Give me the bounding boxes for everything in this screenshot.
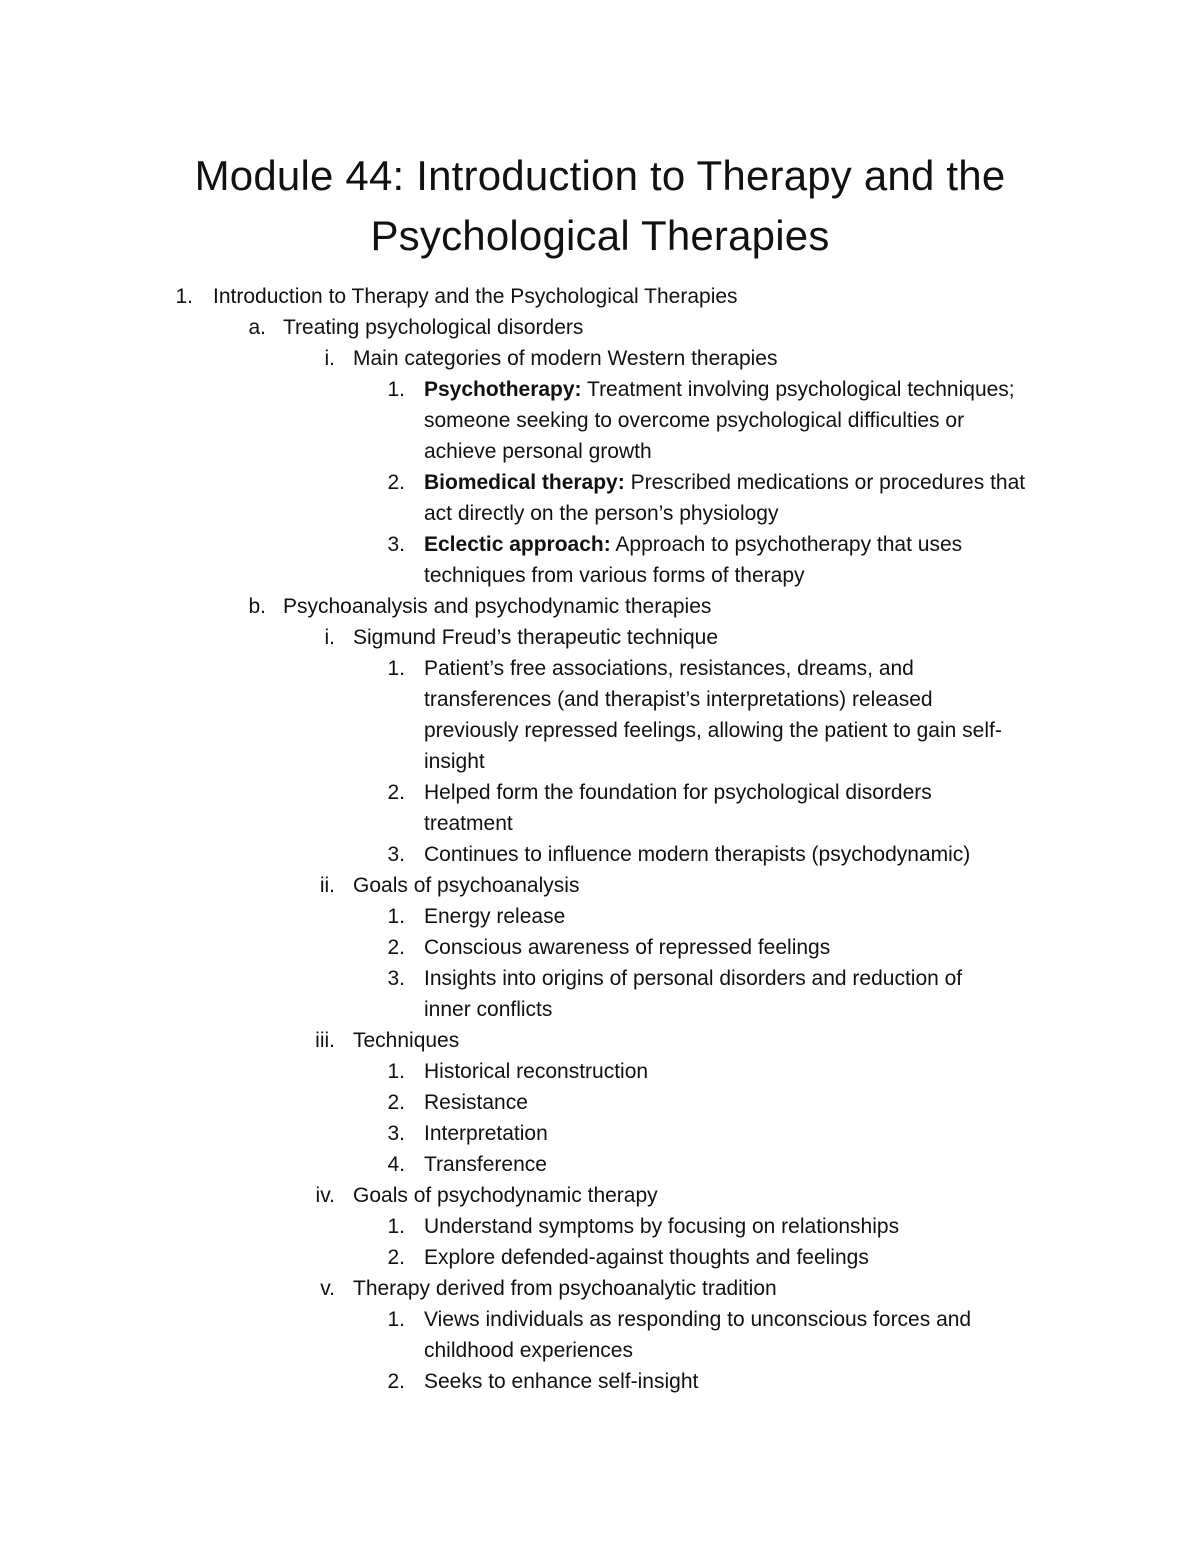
list-marker: 3. — [387, 1122, 405, 1145]
list-marker: 1. — [387, 1308, 405, 1331]
list-marker: 1. — [387, 905, 405, 928]
list-marker: 2. — [387, 471, 405, 494]
list-marker: i. — [324, 626, 335, 649]
list-marker: 2. — [387, 1091, 405, 1114]
definition-line: achieve personal growth — [424, 440, 652, 463]
list-marker: 2. — [387, 781, 405, 804]
list-item-line: Patient’s free associations, resistances, dreams, and — [424, 657, 914, 680]
list-item-text: Energy release — [424, 905, 566, 928]
definition-line — [424, 467, 1025, 498]
definition-line — [424, 374, 1015, 405]
list-marker: a. — [248, 316, 266, 339]
list-marker: 1. — [175, 285, 193, 308]
list-marker: i. — [324, 347, 335, 370]
list-item-text: Transference — [424, 1153, 547, 1176]
list-marker: iv. — [315, 1184, 335, 1207]
definition-line: act directly on the person’s physiology — [424, 502, 779, 525]
definition-text: Prescribed medications or procedures that — [624, 471, 1026, 494]
definition-text: Treatment involving psychological techniques; — [581, 378, 1015, 401]
list-marker: 2. — [387, 1246, 405, 1269]
list-item-text: Resistance — [424, 1091, 528, 1114]
list-item-text: Understand symptoms by focusing on relationships — [424, 1215, 900, 1238]
list-item-text: Goals of psychodynamic therapy — [353, 1184, 658, 1207]
definition-line — [424, 529, 962, 560]
list-item-line: Views individuals as responding to unconscious forces and — [424, 1308, 972, 1331]
list-marker: 3. — [387, 843, 405, 866]
list-item-text: Introduction to Therapy and the Psychological Therapies — [213, 285, 738, 308]
list-item-text: Sigmund Freud’s therapeutic technique — [353, 626, 719, 649]
list-item-text: Treating psychological disorders — [283, 316, 584, 339]
list-item-text: Conscious awareness of repressed feelings — [424, 936, 831, 959]
list-item-text: Techniques — [353, 1029, 460, 1052]
list-marker: iii. — [315, 1029, 335, 1052]
list-item-line: childhood experiences — [424, 1339, 633, 1362]
list-item-text: Psychoanalysis and psychodynamic therapies — [283, 595, 712, 618]
definition-line: someone seeking to overcome psychological difficulties or — [424, 409, 965, 432]
list-item-text: Continues to influence modern therapists (psychodynamic) — [424, 843, 971, 866]
list-item-text: Main categories of modern Western therapies — [353, 347, 778, 370]
list-item-text: Interpretation — [424, 1122, 548, 1145]
page-title — [100, 146, 1100, 266]
definition-line: techniques from various forms of therapy — [424, 564, 805, 587]
list-item-line: previously repressed feelings, allowing the patient to gain self- — [424, 719, 1002, 742]
list-marker: 1. — [387, 378, 405, 401]
list-marker: 4. — [387, 1153, 405, 1176]
list-item-text: Explore defended-against thoughts and feelings — [424, 1246, 869, 1269]
title-line-1: Module 44: Introduction to Therapy and the — [194, 152, 1006, 199]
list-marker: ii. — [319, 874, 335, 897]
list-marker: 3. — [387, 533, 405, 556]
list-marker: 3. — [387, 967, 405, 990]
list-item-line: Helped form the foundation for psychological disorders — [424, 781, 932, 804]
list-marker: 2. — [387, 936, 405, 959]
list-item-line: insight — [424, 750, 485, 773]
list-item-line: transferences (and therapist’s interpretations) released — [424, 688, 933, 711]
title-line-2: Psychological Therapies — [370, 212, 830, 259]
term-eclectic-approach: Eclectic approach: — [424, 533, 611, 556]
list-item-text: Therapy derived from psychoanalytic tradition — [353, 1277, 777, 1300]
list-item-line: inner conflicts — [424, 998, 553, 1021]
term-psychotherapy: Psychotherapy: — [424, 378, 582, 401]
list-marker: v. — [320, 1277, 335, 1300]
list-item-text: Seeks to enhance self-insight — [424, 1370, 699, 1393]
list-item-line: Insights into origins of personal disorders and reduction of — [424, 967, 963, 990]
list-item-text: Goals of psychoanalysis — [353, 874, 580, 897]
list-item-line: treatment — [424, 812, 513, 835]
term-biomedical-therapy: Biomedical therapy: — [424, 471, 625, 494]
list-marker: 1. — [387, 657, 405, 680]
list-item-text: Historical reconstruction — [424, 1060, 649, 1083]
list-marker: 2. — [387, 1370, 405, 1393]
list-marker: 1. — [387, 1215, 405, 1238]
list-marker: b. — [248, 595, 266, 618]
definition-text: Approach to psychotherapy that uses — [610, 533, 963, 556]
list-marker: 1. — [387, 1060, 405, 1083]
